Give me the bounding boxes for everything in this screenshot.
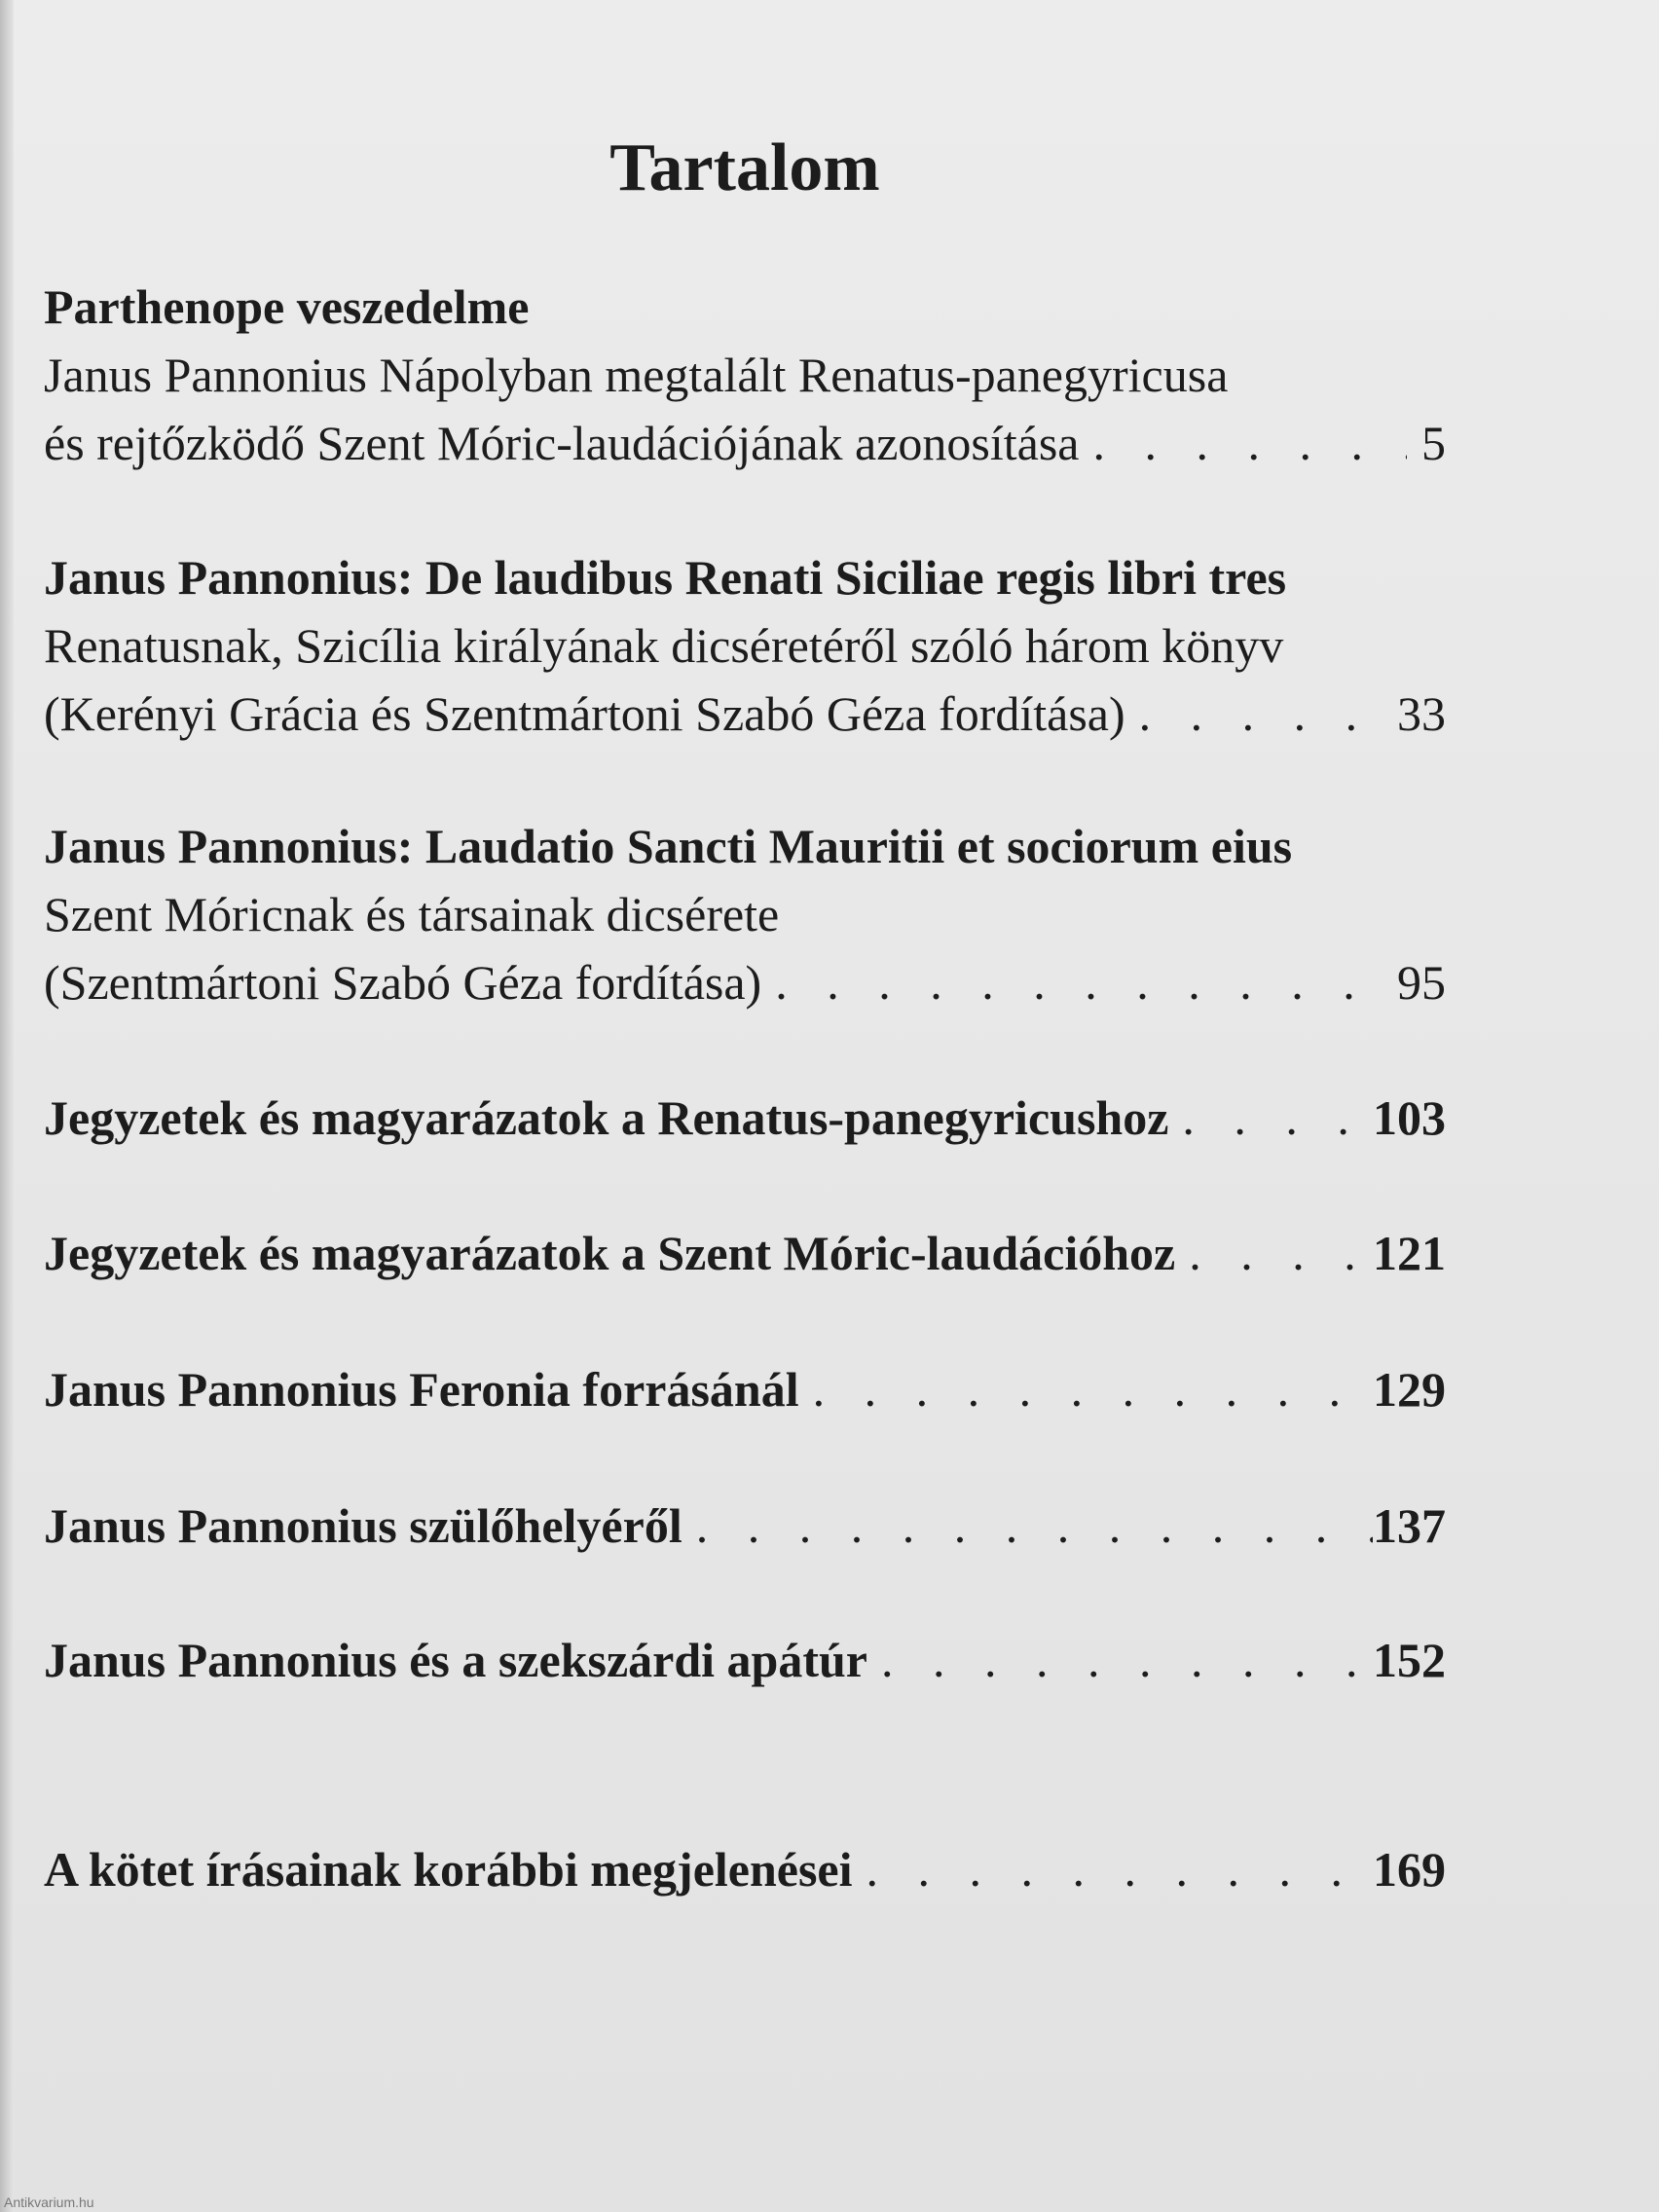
toc-entry: Janus Pannonius és a szekszárdi apátúr . . . 152	[44, 1626, 1446, 1694]
dot-leader	[799, 1355, 1373, 1423]
dot-leader	[1080, 409, 1407, 477]
page-title: Tartalom	[609, 130, 880, 205]
page-number: 169	[1373, 1842, 1446, 1897]
dot-leader	[867, 1626, 1373, 1694]
watermark-text: Antikvarium.hu	[4, 2194, 94, 2210]
toc-entry-subtitle: Janus Pannonius Nápolyban megtalált Renatus-panegyricusa	[44, 348, 1229, 402]
dot-leader	[1175, 1219, 1373, 1287]
page-number: 33	[1397, 686, 1446, 741]
toc-entry: Janus Pannonius Feronia forrásánál . . . 129	[44, 1355, 1446, 1423]
toc-entry-subtitle: Renatusnak, Szicília királyának dicséretéről szóló három könyv	[44, 618, 1284, 673]
page-number: 5	[1421, 416, 1446, 470]
page-number: 121	[1373, 1226, 1446, 1280]
toc-entry-subtitle-last: (Kerényi Grácia és Szentmártoni Szabó Géza fordítása) . . . 33	[44, 680, 1446, 748]
toc-entry: Jegyzetek és magyarázatok a Renatus-panegyricushoz . . . 103	[44, 1084, 1446, 1152]
page-number: 137	[1373, 1498, 1446, 1553]
page-number: 129	[1373, 1362, 1446, 1417]
toc-entry	[44, 812, 1446, 1016]
page-number: 103	[1373, 1090, 1446, 1145]
page-number: 152	[1373, 1633, 1446, 1687]
page-gutter-shadow	[0, 0, 14, 2212]
toc-entry	[44, 543, 1446, 748]
page-number: 95	[1397, 955, 1446, 1010]
dot-leader	[1125, 680, 1397, 748]
toc-entry-subtitle: Szent Móricnak és társainak dicsérete	[44, 887, 780, 941]
toc-entry-heading: Parthenope veszedelme	[44, 279, 530, 334]
toc-entry-subtitle-last: és rejtőzködő Szent Móric-laudációjának azonosítása . . . 5	[44, 409, 1446, 477]
toc-entry: Janus Pannonius szülőhelyéről . . . 137	[44, 1492, 1446, 1560]
dot-leader	[1168, 1084, 1373, 1152]
toc-entry	[44, 273, 1446, 477]
dot-leader	[853, 1835, 1373, 1903]
toc-entry-subtitle-last: (Szentmártoni Szabó Géza fordítása) . . . 95	[44, 948, 1446, 1016]
dot-leader	[682, 1492, 1373, 1560]
dot-leader	[761, 948, 1397, 1016]
toc-entry-heading: Janus Pannonius: Laudatio Sancti Mauritii et sociorum eius	[44, 819, 1293, 873]
toc-entry: Jegyzetek és magyarázatok a Szent Móric-laudációhoz . . . 121	[44, 1219, 1446, 1287]
toc-entry: A kötet írásainak korábbi megjelenései . . . 169	[44, 1835, 1446, 1903]
toc-entry-heading: Janus Pannonius: De laudibus Renati Siciliae regis libri tres	[44, 550, 1287, 605]
